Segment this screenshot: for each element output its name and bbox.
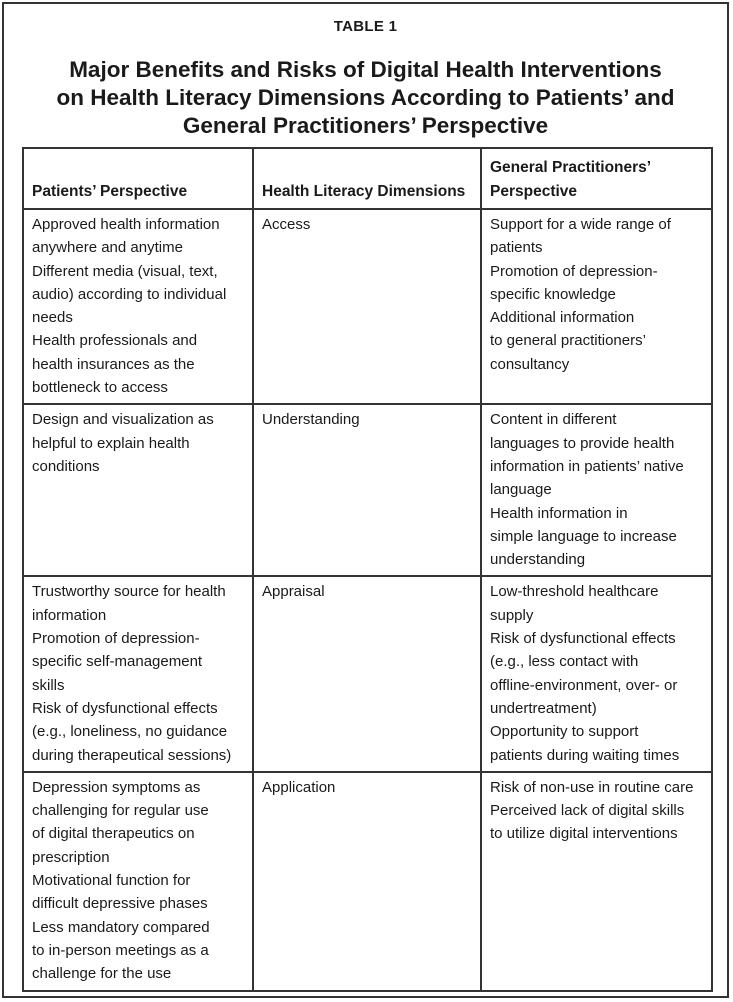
cell-line: anywhere and anytime: [32, 239, 183, 257]
cell-line: conditions: [32, 457, 100, 475]
cell-line: Motivational function for: [32, 872, 191, 890]
cell-line: specific self-management: [32, 653, 203, 671]
cell-line: supply: [490, 606, 534, 624]
cell-line: Approved health information: [32, 216, 220, 233]
header-patients-perspective: Patients’ Perspective: [23, 148, 253, 209]
cell-line: information in patients’ native: [490, 457, 684, 475]
cell-health-literacy-dimension: [253, 404, 481, 576]
cell-line: Additional information: [490, 309, 635, 327]
cell-line: Support for a wide range of: [490, 216, 671, 233]
cell-line: Design and visualization as: [32, 411, 214, 429]
cell-line: Opportunity to support: [490, 723, 639, 741]
cell-line: Perceived lack of digital skills: [490, 802, 685, 820]
header-health-literacy-dimensions: Health Literacy Dimensions: [253, 148, 481, 209]
cell-gp-perspective: [481, 404, 712, 576]
cell-health-literacy-dimension: [253, 576, 481, 771]
table-label: TABLE 1: [333, 18, 398, 35]
cell-patients-perspective: [23, 772, 253, 991]
title-line: Major Benefits and Risks of Digital Health Interventions: [69, 57, 662, 82]
cell-line: Different media (visual, text,: [32, 262, 218, 280]
cell-patients-perspective: [23, 404, 253, 576]
cell-line: to general practitioners’: [490, 332, 646, 350]
cell-line: (e.g., less contact with: [490, 653, 639, 671]
cell-line: helpful to explain health: [32, 434, 190, 452]
cell-health-literacy-dimension: [253, 772, 481, 991]
cell-gp-perspective: [481, 772, 712, 991]
cell-line: undertreatment): [490, 699, 597, 717]
cell-line: to utilize digital interventions: [490, 825, 678, 843]
cell-line: Trustworthy source for health: [32, 583, 226, 601]
cell-line: Promotion of depression-: [32, 630, 200, 648]
header-row: [23, 148, 712, 209]
cell-line: Low-threshold healthcare: [490, 583, 659, 601]
cell-line: of digital therapeutics on: [32, 825, 195, 843]
cell-line: Risk of dysfunctional effects: [490, 630, 676, 648]
cell-line: Depression symptoms as: [32, 778, 201, 796]
cell-line: bottleneck to access: [32, 379, 168, 397]
cell-line: Risk of non-use in routine care: [490, 778, 694, 796]
cell-line: Access: [262, 216, 311, 233]
table-row: [23, 404, 712, 576]
cell-line: Application: [262, 778, 336, 796]
cell-line: language: [490, 481, 552, 499]
header-gp-perspective: General Practitioners’ Perspective: [481, 148, 712, 209]
cell-line: Content in different: [490, 411, 617, 429]
cell-line: languages to provide health: [490, 434, 675, 452]
cell-line: (e.g., loneliness, no guidance: [32, 723, 228, 741]
cell-line: to in-person meetings as a: [32, 941, 209, 959]
cell-gp-perspective: [481, 209, 712, 404]
cell-line: understanding: [490, 551, 586, 569]
benefits-risks-table: [22, 147, 713, 992]
cell-line: consultancy: [490, 355, 570, 373]
cell-health-literacy-dimension: [253, 209, 481, 404]
cell-line: skills: [32, 676, 65, 694]
table-title: [24, 56, 707, 140]
cell-line: audio) according to individual: [32, 285, 227, 303]
cell-line: difficult depressive phases: [32, 895, 208, 913]
cell-line: Risk of dysfunctional effects: [32, 699, 218, 717]
table-row: [23, 772, 712, 991]
cell-line: specific knowledge: [490, 285, 616, 303]
cell-line: patients: [490, 239, 543, 257]
cell-line: Appraisal: [262, 583, 325, 601]
cell-line: challenging for regular use: [32, 802, 209, 820]
table-row: [23, 576, 712, 771]
cell-line: Health information in: [490, 504, 628, 522]
cell-line: information: [32, 606, 107, 624]
cell-line: offline-environment, over- or: [490, 676, 678, 694]
cell-line: Understanding: [262, 411, 360, 429]
cell-line: prescription: [32, 848, 110, 866]
cell-line: challenge for the use: [32, 965, 172, 983]
cell-line: Promotion of depression-: [490, 262, 658, 280]
cell-line: Less mandatory compared: [32, 918, 210, 936]
title-line: General Practitioners’ Perspective: [182, 113, 549, 138]
cell-line: Health professionals and: [32, 332, 198, 350]
cell-line: health insurances as the: [32, 355, 195, 373]
cell-patients-perspective: [23, 209, 253, 404]
cell-line: simple language to increase: [490, 527, 677, 545]
cell-gp-perspective: [481, 576, 712, 771]
table-row: [23, 209, 712, 404]
title-line: on Health Literacy Dimensions According to Patients’ and: [56, 85, 675, 110]
cell-patients-perspective: [23, 576, 253, 771]
cell-line: patients during waiting times: [490, 746, 680, 764]
cell-line: during therapeutical sessions): [32, 746, 232, 764]
cell-line: needs: [32, 309, 73, 327]
